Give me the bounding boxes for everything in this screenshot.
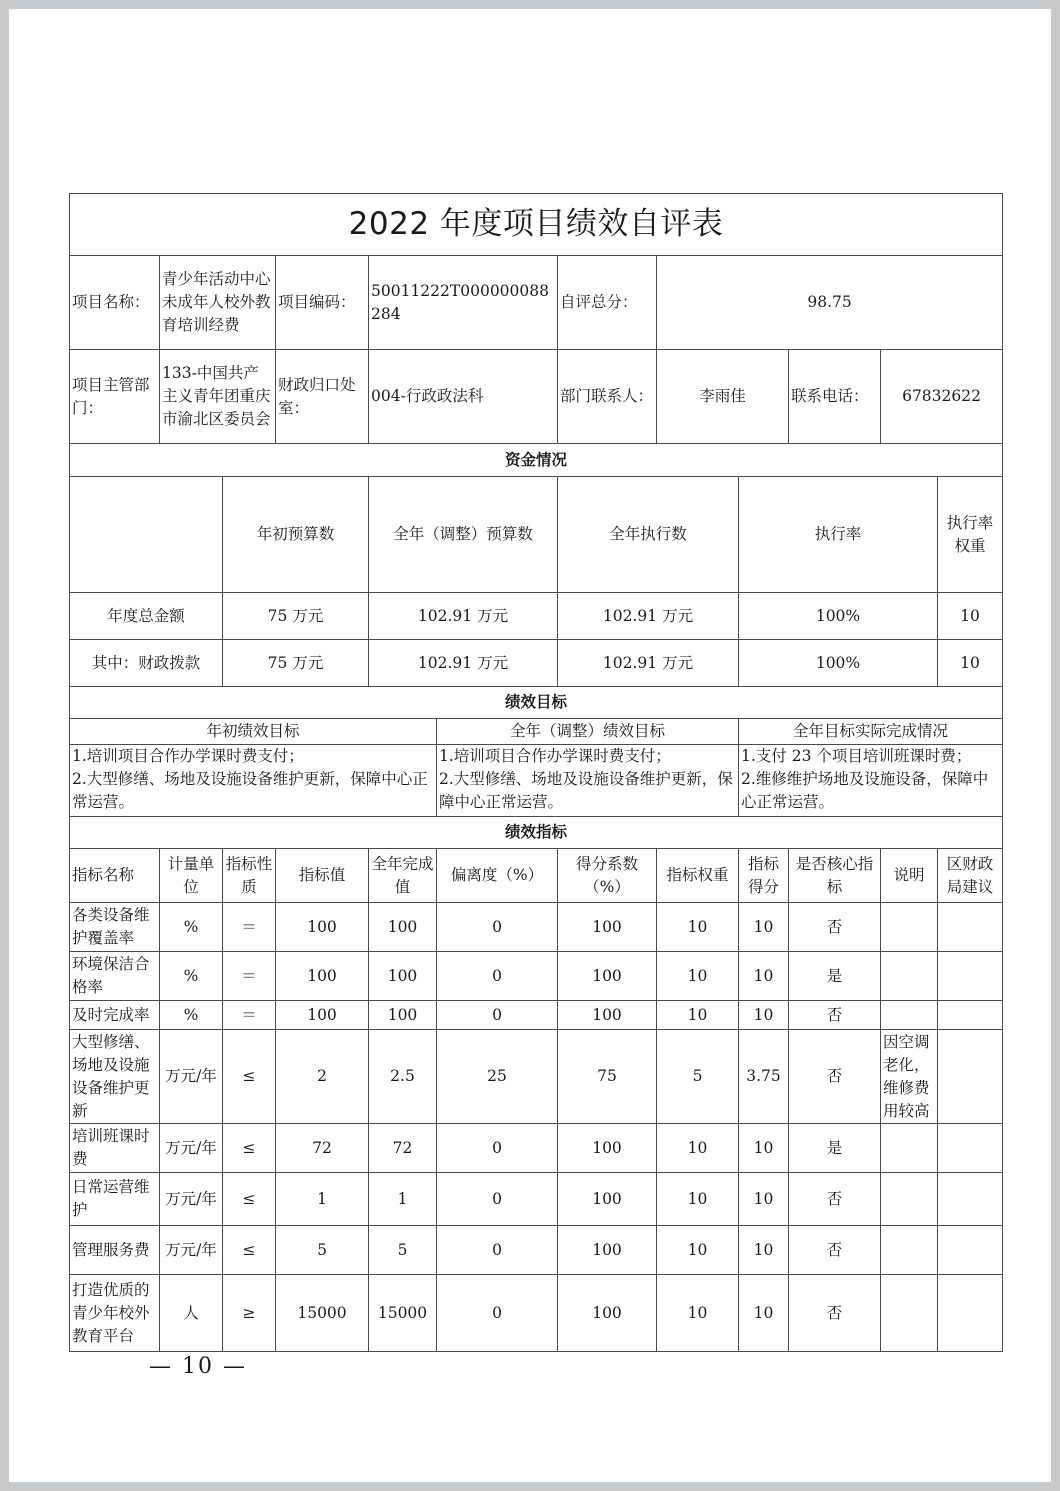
indicator-name: 管理服务费 (70, 1226, 160, 1275)
indicator-target: 100 (276, 1001, 369, 1030)
indicator-note: 因空调老化，维修费用较高 (881, 1030, 938, 1124)
indicator-header: 指标得分 (739, 849, 789, 903)
indicator-note (881, 1124, 938, 1173)
goals-header: 全年目标实际完成情况 (739, 719, 1003, 745)
indicator-deviation: 0 (437, 1124, 558, 1173)
indicator-name: 各类设备维护覆盖率 (70, 903, 160, 952)
indicator-header: 偏离度（%） (437, 849, 558, 903)
indicator-actual: 15000 (369, 1275, 437, 1352)
indicator-note (881, 1173, 938, 1226)
phone-number: 67832622 (881, 350, 1003, 444)
indicator-deviation: 25 (437, 1030, 558, 1124)
score-label: 自评总分： (558, 256, 657, 350)
indicator-unit: % (160, 1001, 223, 1030)
indicator-suggestion (938, 1173, 1003, 1226)
indicator-coefficient: 100 (558, 952, 657, 1001)
indicator-coefficient: 100 (558, 1124, 657, 1173)
indicator-name: 及时完成率 (70, 1001, 160, 1030)
indicator-score: 10 (739, 1226, 789, 1275)
indicator-weight: 10 (657, 952, 739, 1001)
table-row (70, 1030, 1003, 1124)
indicator-nature: ≥ (223, 1275, 276, 1352)
indicator-core: 是 (789, 952, 881, 1001)
indicator-deviation: 0 (437, 903, 558, 952)
indicator-note (881, 1001, 938, 1030)
indicator-score: 10 (739, 1001, 789, 1030)
indicator-deviation: 0 (437, 1226, 558, 1275)
indicator-suggestion (938, 903, 1003, 952)
indicator-core: 否 (789, 1173, 881, 1226)
indicator-weight: 5 (657, 1030, 739, 1124)
indicator-header: 全年完成值 (369, 849, 437, 903)
table-row (70, 1226, 1003, 1275)
goals-content: 1.培训项目合作办学课时费支付； 2.大型修缮、场地及设施设备维护更新，保障中心正常运营。 (70, 745, 437, 817)
project-name: 青少年活动中心未成年人校外教育培训经费 (160, 256, 276, 350)
funds-header (70, 477, 223, 593)
indicator-name: 日常运营维护 (70, 1173, 160, 1226)
indicator-target: 100 (276, 952, 369, 1001)
indicator-nature: ≤ (223, 1030, 276, 1124)
funds-cell: 10 (938, 593, 1003, 640)
indicator-unit: 万元/年 (160, 1030, 223, 1124)
table-row (70, 1275, 1003, 1352)
indicator-name: 打造优质的青少年校外教育平台 (70, 1275, 160, 1352)
indicator-target: 2 (276, 1030, 369, 1124)
indicator-suggestion (938, 1030, 1003, 1124)
indicator-header: 指标值 (276, 849, 369, 903)
indicator-nature: ＝ (223, 903, 276, 952)
project-name-label: 项目名称： (70, 256, 160, 350)
indicator-name: 环境保洁合格率 (70, 952, 160, 1001)
phone-label: 联系电话： (789, 350, 881, 444)
project-code-label: 项目编码： (276, 256, 369, 350)
funds-cell: 102.91 万元 (558, 640, 739, 687)
indicator-note (881, 903, 938, 952)
indicators-section-title: 绩效指标 (70, 817, 1003, 849)
funds-cell: 75 万元 (223, 640, 369, 687)
evaluation-table (69, 193, 1003, 1352)
indicator-actual: 2.5 (369, 1030, 437, 1124)
indicator-score: 10 (739, 1173, 789, 1226)
indicator-header: 区财政局建议 (938, 849, 1003, 903)
funds-cell: 75 万元 (223, 593, 369, 640)
finance-label: 财政归口处室： (276, 350, 369, 444)
indicator-actual: 100 (369, 903, 437, 952)
table-row (70, 1124, 1003, 1173)
indicator-actual: 100 (369, 952, 437, 1001)
indicator-core: 是 (789, 1124, 881, 1173)
indicator-core: 否 (789, 903, 881, 952)
indicator-weight: 10 (657, 1124, 739, 1173)
indicator-score: 10 (739, 1124, 789, 1173)
indicator-header: 说明 (881, 849, 938, 903)
indicator-coefficient: 100 (558, 903, 657, 952)
indicator-score: 3.75 (739, 1030, 789, 1124)
indicator-header: 是否核心指标 (789, 849, 881, 903)
funds-cell: 年度总金额 (70, 593, 223, 640)
goals-section-title: 绩效目标 (70, 687, 1003, 719)
indicator-nature: ＝ (223, 1001, 276, 1030)
indicator-note (881, 952, 938, 1001)
indicator-nature: ≤ (223, 1173, 276, 1226)
indicator-suggestion (938, 1275, 1003, 1352)
indicator-name: 培训班课时费 (70, 1124, 160, 1173)
indicator-unit: 万元/年 (160, 1124, 223, 1173)
indicator-deviation: 0 (437, 1275, 558, 1352)
indicator-coefficient: 100 (558, 1001, 657, 1030)
funds-cell: 其中：财政拨款 (70, 640, 223, 687)
indicator-actual: 72 (369, 1124, 437, 1173)
indicator-weight: 10 (657, 903, 739, 952)
table-row (70, 903, 1003, 952)
indicator-core: 否 (789, 1226, 881, 1275)
funds-header: 全年（调整）预算数 (369, 477, 558, 593)
indicator-target: 15000 (276, 1275, 369, 1352)
indicator-suggestion (938, 1001, 1003, 1030)
indicator-unit: % (160, 903, 223, 952)
indicator-coefficient: 100 (558, 1173, 657, 1226)
funds-cell: 102.91 万元 (369, 640, 558, 687)
indicator-suggestion (938, 952, 1003, 1001)
funds-cell: 100% (739, 593, 938, 640)
table-row (70, 1173, 1003, 1226)
indicator-weight: 10 (657, 1226, 739, 1275)
indicator-actual: 1 (369, 1173, 437, 1226)
indicator-unit: 人 (160, 1275, 223, 1352)
indicator-nature: ≤ (223, 1124, 276, 1173)
indicator-unit: 万元/年 (160, 1226, 223, 1275)
indicator-core: 否 (789, 1030, 881, 1124)
table-title: 2022 年度项目绩效自评表 (70, 194, 1003, 256)
indicator-target: 5 (276, 1226, 369, 1275)
indicator-header: 得分系数（%） (558, 849, 657, 903)
indicator-header: 计量单位 (160, 849, 223, 903)
funds-header: 执行率权重 (938, 477, 1003, 593)
contact-person: 李雨佳 (657, 350, 789, 444)
indicator-deviation: 0 (437, 1173, 558, 1226)
indicator-deviation: 0 (437, 952, 558, 1001)
indicator-actual: 100 (369, 1001, 437, 1030)
indicator-unit: % (160, 952, 223, 1001)
indicator-score: 10 (739, 1275, 789, 1352)
funds-cell: 100% (739, 640, 938, 687)
goals-content: 1.支付 23 个项目培训班课时费； 2.维修维护场地及设施设备，保障中心正常运营。 (739, 745, 1003, 817)
funds-cell: 102.91 万元 (369, 593, 558, 640)
indicator-weight: 10 (657, 1275, 739, 1352)
funds-header: 全年执行数 (558, 477, 739, 593)
funds-header: 执行率 (739, 477, 938, 593)
table-row (70, 952, 1003, 1001)
indicator-score: 10 (739, 903, 789, 952)
goals-header: 全年（调整）绩效目标 (437, 719, 739, 745)
indicator-weight: 10 (657, 1173, 739, 1226)
finance-office: 004-行政政法科 (369, 350, 558, 444)
indicator-weight: 10 (657, 1001, 739, 1030)
indicator-header: 指标名称 (70, 849, 160, 903)
indicator-note (881, 1226, 938, 1275)
indicator-target: 72 (276, 1124, 369, 1173)
project-code: 50011222T000000088284 (369, 256, 558, 350)
indicator-core: 否 (789, 1001, 881, 1030)
document-page (9, 9, 1051, 1482)
indicator-coefficient: 100 (558, 1275, 657, 1352)
indicator-header: 指标性质 (223, 849, 276, 903)
indicator-note (881, 1275, 938, 1352)
indicator-suggestion (938, 1226, 1003, 1275)
total-score: 98.75 (657, 256, 1003, 350)
goals-header: 年初绩效目标 (70, 719, 437, 745)
contact-label: 部门联系人： (558, 350, 657, 444)
indicator-score: 10 (739, 952, 789, 1001)
indicator-unit: 万元/年 (160, 1173, 223, 1226)
indicator-coefficient: 75 (558, 1030, 657, 1124)
indicator-deviation: 0 (437, 1001, 558, 1030)
indicator-target: 1 (276, 1173, 369, 1226)
funds-cell: 10 (938, 640, 1003, 687)
indicator-suggestion (938, 1124, 1003, 1173)
indicator-header: 指标权重 (657, 849, 739, 903)
indicator-nature: ≤ (223, 1226, 276, 1275)
indicator-core: 否 (789, 1275, 881, 1352)
indicator-nature: ＝ (223, 952, 276, 1001)
table-row (70, 1001, 1003, 1030)
funds-cell: 102.91 万元 (558, 593, 739, 640)
funds-header: 年初预算数 (223, 477, 369, 593)
funds-section-title: 资金情况 (70, 444, 1003, 477)
indicator-name: 大型修缮、场地及设施设备维护更新 (70, 1030, 160, 1124)
goals-content: 1.培训项目合作办学课时费支付； 2.大型修缮、场地及设施设备维护更新，保障中心正常运营。 (437, 745, 739, 817)
indicator-actual: 5 (369, 1226, 437, 1275)
page-number: — 10 — (149, 1354, 247, 1379)
dept-label: 项目主管部门： (70, 350, 160, 444)
indicator-coefficient: 100 (558, 1226, 657, 1275)
indicator-target: 100 (276, 903, 369, 952)
dept: 133-中国共产主义青年团重庆市渝北区委员会 (160, 350, 276, 444)
